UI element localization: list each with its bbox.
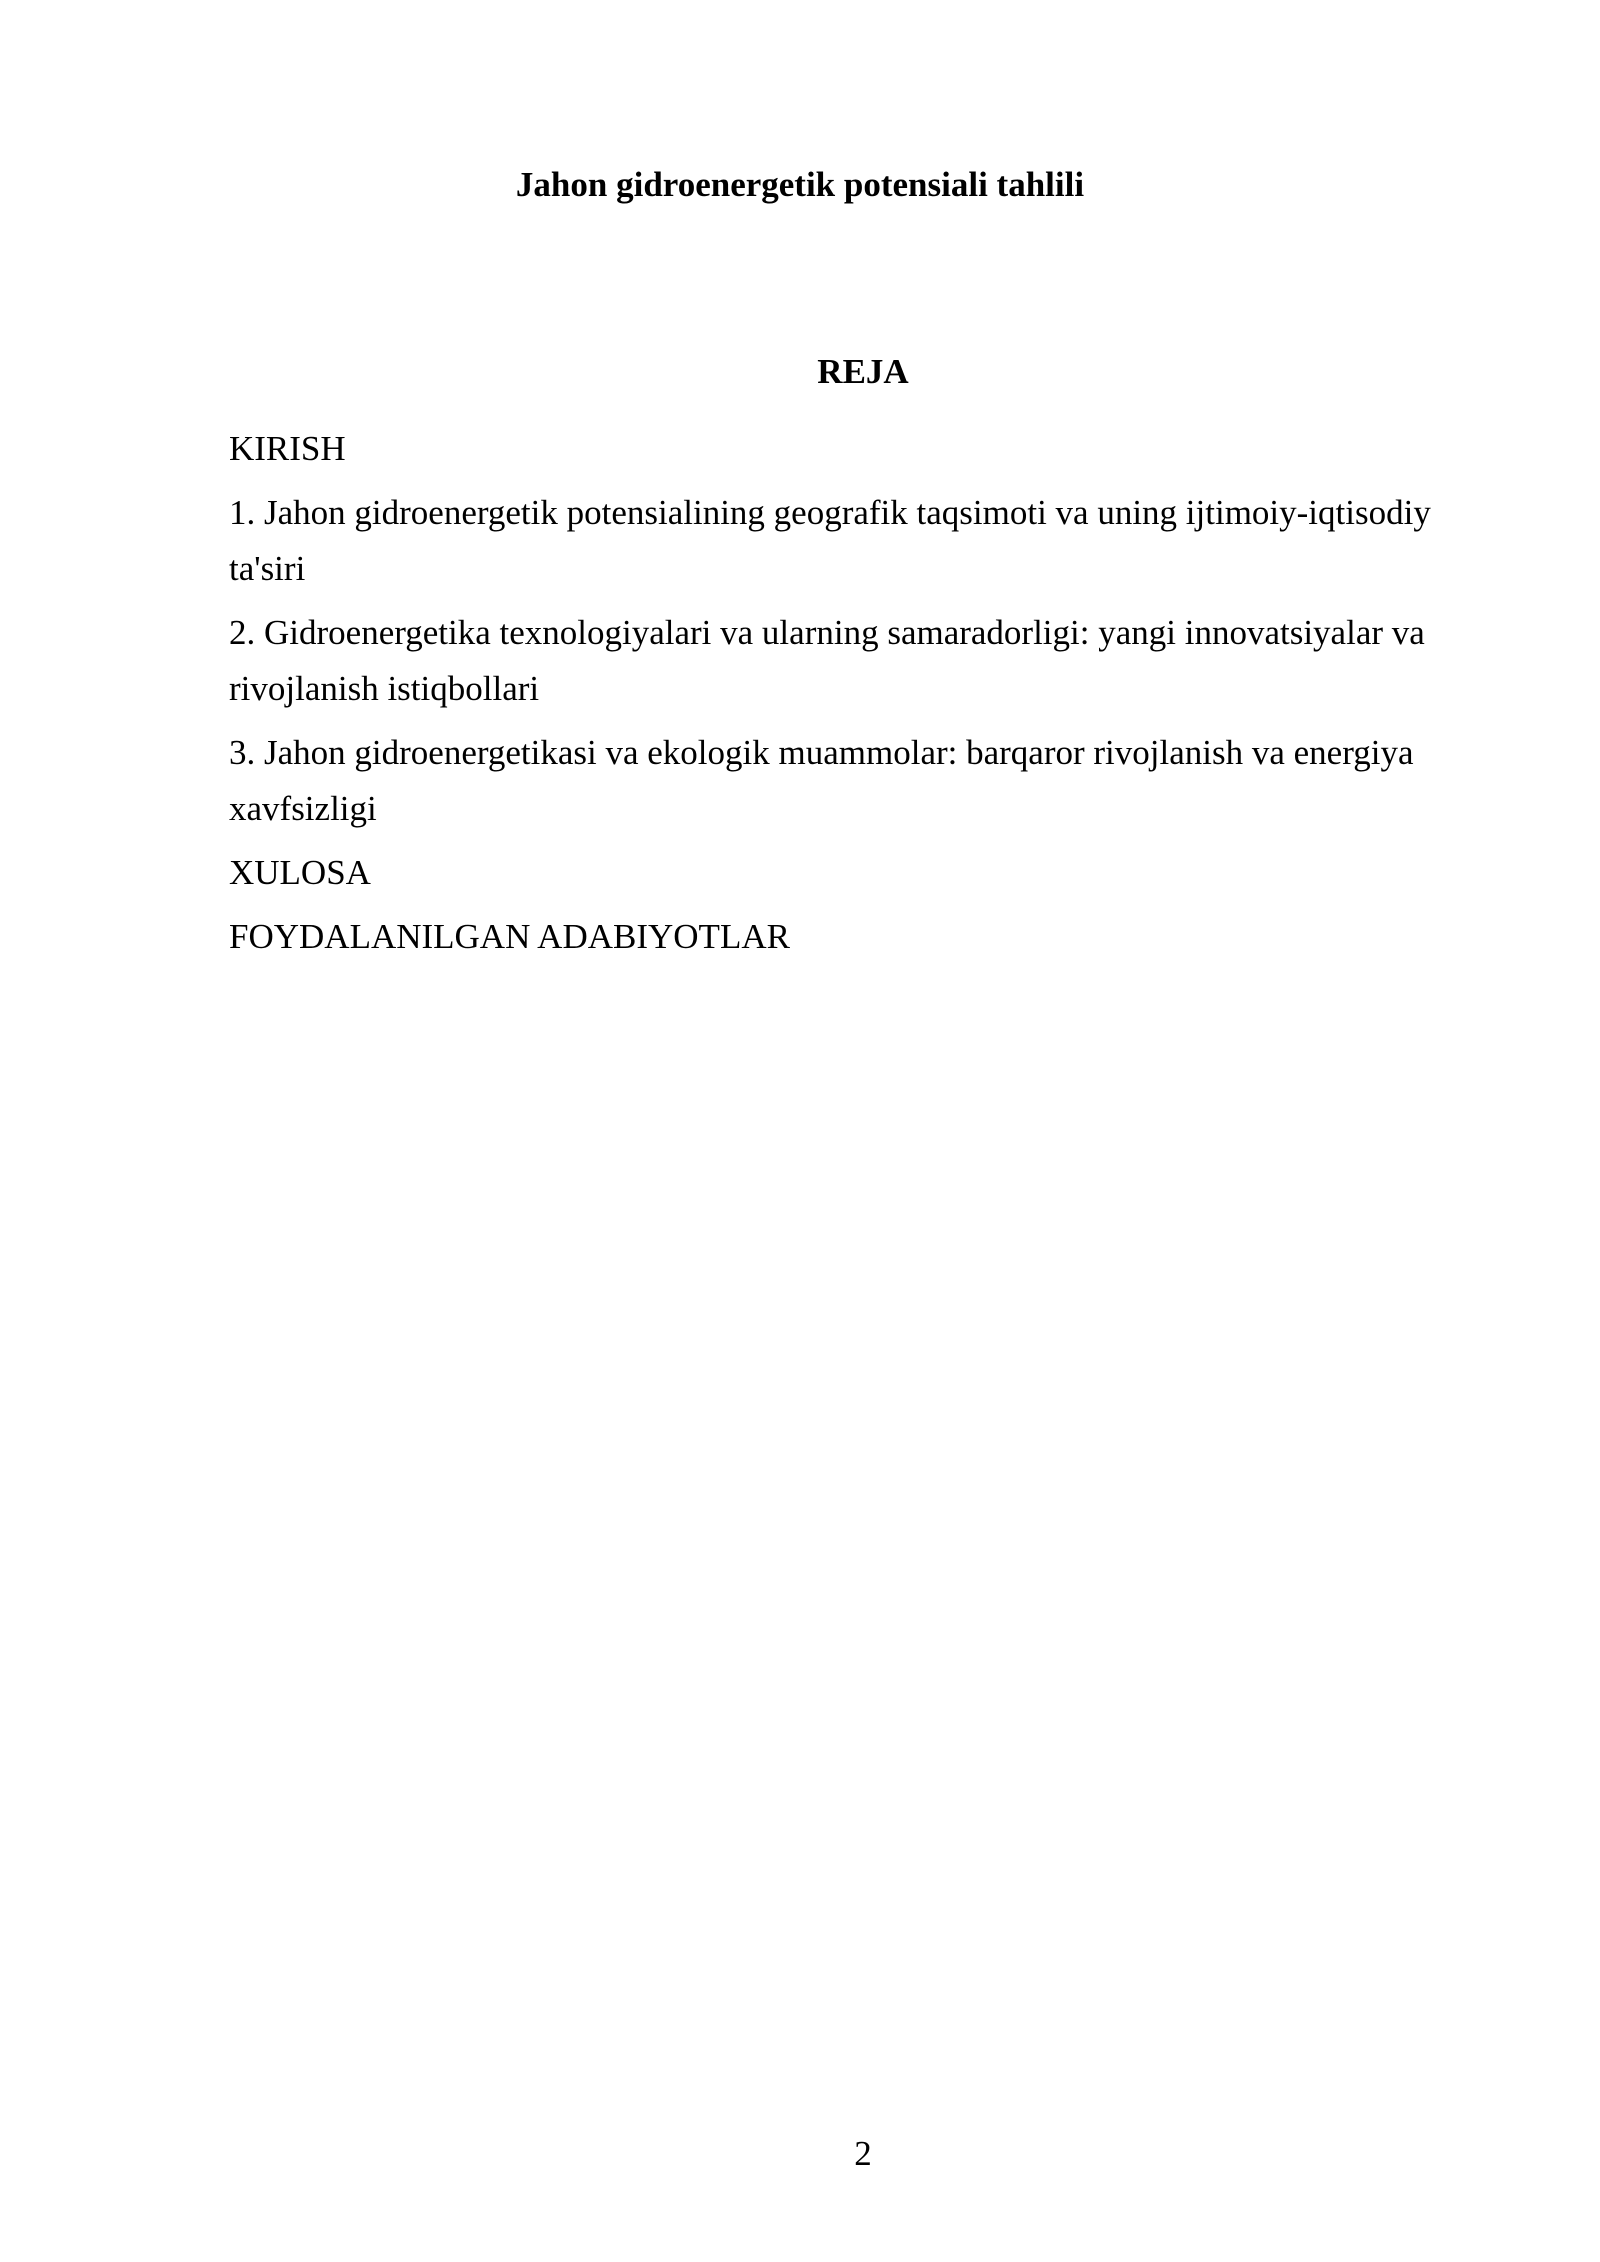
- page-number: 2: [854, 2134, 872, 2173]
- plan-list: [229, 421, 1489, 973]
- plan-heading: REJA: [817, 352, 909, 391]
- plan-item-references: FOYDALANILGAN ADABIYOTLAR: [229, 917, 790, 956]
- document-title: Jahon gidroenergetik potensiali tahlili: [515, 165, 1085, 204]
- plan-item-2: 2. Gidroenergetika texnologiyalari va ularning samaradorligi: yangi innovatsiyalar va rivojlanish istiqbollari: [229, 613, 1425, 708]
- plan-item-1: 1. Jahon gidroenergetik potensialining geografik taqsimoti va uning ijtimoiy-iqtisodiy ta'siri: [229, 493, 1431, 588]
- plan-item-conclusion: XULOSA: [229, 853, 371, 892]
- plan-item-intro: KIRISH: [229, 429, 346, 468]
- plan-item-3: 3. Jahon gidroenergetikasi va ekologik muammolar: barqaror rivojlanish va energiya xavfsizligi: [229, 733, 1414, 828]
